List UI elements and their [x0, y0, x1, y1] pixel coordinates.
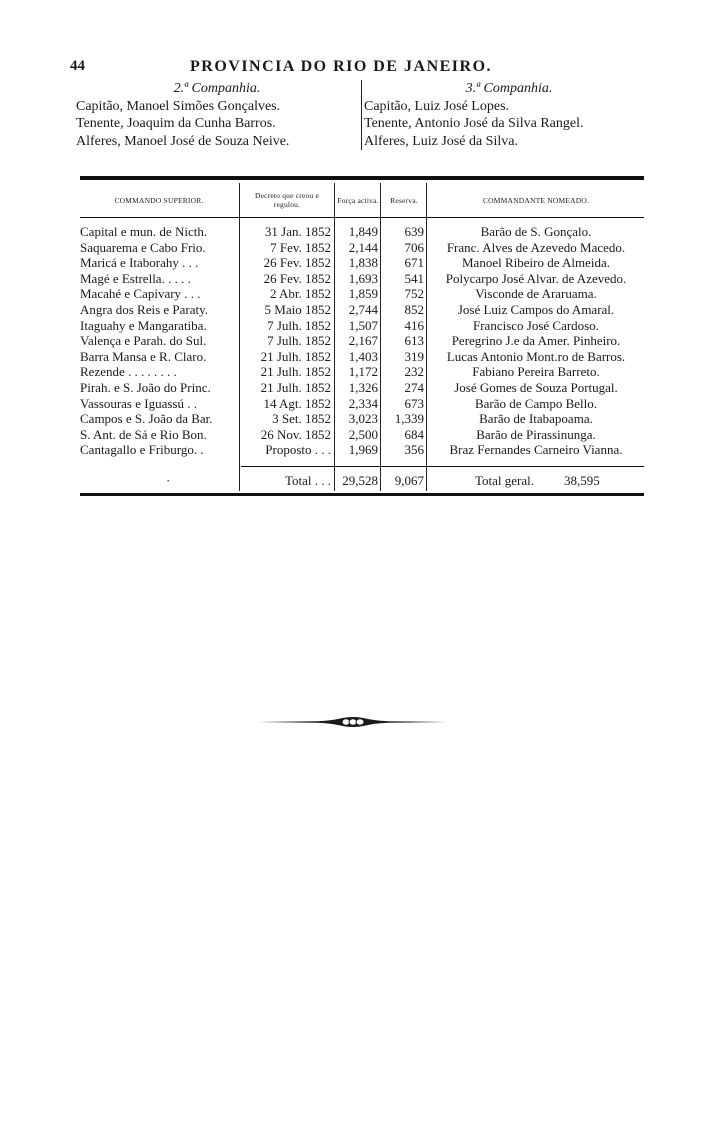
- cell-commando: Capital e mun. de Nicth.: [80, 224, 208, 239]
- table-bottom-rule: [80, 493, 644, 496]
- cell-commando: Cantagallo e Friburgo. .: [80, 442, 204, 458]
- cell-reserva: 671: [404, 255, 424, 271]
- cell-decreto: 5 Maio 1852: [264, 301, 331, 317]
- company-2-ensign: Alferes, Manoel José de Souza Neive.: [76, 133, 290, 149]
- table-row: [80, 255, 644, 271]
- grand-total-value: 38,595: [564, 473, 600, 488]
- company-2-block: [76, 80, 358, 150]
- page-number: 44: [70, 58, 85, 74]
- table-body: [80, 218, 644, 458]
- cell-forca: 2,144: [348, 239, 378, 255]
- cell-commandante: José Gomes de Souza Portugal.: [454, 379, 618, 395]
- cell-reserva: 319: [404, 348, 424, 364]
- company-3-captain: Capitão, Luiz José Lopes.: [364, 98, 510, 114]
- company-3-lieutenant: Tenente, Antonio José da Silva Rangel.: [364, 116, 584, 131]
- cell-commando: Maricá e Itaborahy . . .: [80, 255, 199, 271]
- cell-decreto: 2 Abr. 1852: [269, 286, 331, 302]
- cell-reserva: 673: [404, 395, 424, 411]
- cell-reserva: 613: [404, 333, 424, 349]
- cell-commandante: Barão de S. Gonçalo.: [480, 224, 592, 239]
- cell-reserva: 274: [404, 379, 424, 395]
- cell-commando: Barra Mansa e R. Claro.: [80, 348, 207, 364]
- table-row: [80, 411, 644, 427]
- cell-commandante: Visconde de Araruama.: [475, 286, 597, 302]
- table-row: [80, 333, 644, 349]
- cell-forca: 1,838: [348, 255, 378, 271]
- cell-decreto: 7 Fev. 1852: [270, 239, 331, 255]
- cell-forca: 1,507: [348, 317, 378, 333]
- header-commandante: COMMANDANTE NOMEADO.: [482, 195, 590, 205]
- header-forca: Força activa.: [337, 195, 379, 205]
- cell-reserva: 1,339: [394, 411, 424, 427]
- cell-forca: 2,744: [348, 301, 378, 317]
- total-dot: ·: [166, 473, 171, 488]
- cell-commando: Itaguahy e Mangaratiba.: [80, 317, 207, 333]
- cell-decreto: 21 Julh. 1852: [260, 364, 331, 380]
- cell-commando: Macahé e Capivary . . .: [80, 286, 201, 302]
- cell-decreto: 26 Fev. 1852: [263, 255, 331, 271]
- cell-commandante: Manoel Ribeiro de Almeida.: [461, 255, 611, 271]
- running-title: PROVINCIA DO RIO DE JANEIRO.: [190, 58, 493, 75]
- cell-forca: 1,849: [348, 224, 378, 239]
- company-2-heading: 2.ª Companhia.: [173, 81, 261, 96]
- cell-decreto: 26 Nov. 1852: [260, 426, 331, 442]
- total-rule: [241, 466, 644, 467]
- cell-reserva: 541: [404, 270, 424, 286]
- cell-reserva: 416: [404, 317, 424, 333]
- cell-decreto: 3 Set. 1852: [272, 411, 331, 427]
- cell-forca: 2,167: [348, 333, 378, 349]
- cell-reserva: 639: [404, 224, 424, 239]
- cell-commandante: José Luiz Campos do Amaral.: [457, 301, 615, 317]
- cell-forca: 2,334: [348, 395, 378, 411]
- cell-commandante: Barão de Itabapoama.: [479, 411, 593, 427]
- table-row: [80, 271, 644, 287]
- cell-forca: 1,969: [348, 442, 378, 458]
- command-table: [80, 183, 644, 488]
- cell-reserva: 852: [404, 301, 424, 317]
- cell-decreto: 26 Fev. 1852: [263, 270, 331, 286]
- cell-commando: Angra dos Reis e Paraty.: [80, 301, 209, 317]
- company-3-ensign: Alferes, Luiz José da Silva.: [364, 133, 518, 149]
- cell-decreto: 21 Julh. 1852: [260, 348, 331, 364]
- table-row: [80, 427, 644, 443]
- cell-reserva: 232: [404, 364, 424, 380]
- cell-commandante: Barão de Pirassinunga.: [476, 426, 596, 442]
- table-row: [80, 302, 644, 318]
- cell-decreto: 7 Julh. 1852: [267, 317, 331, 333]
- table-row: [80, 286, 644, 302]
- cell-commando: Vassouras e Iguassú . .: [80, 395, 197, 411]
- header-reserva: Reserva.: [390, 195, 418, 205]
- header-commando: COMMANDO SUPERIOR.: [114, 195, 204, 205]
- cell-decreto: 14 Agt. 1852: [263, 395, 331, 411]
- cell-commando: Pirah. e S. João do Princ.: [80, 379, 211, 395]
- cell-commandante: Lucas Antonio Mont.ro de Barros.: [446, 348, 626, 364]
- table-row: [80, 240, 644, 256]
- total-forca: 29,528: [342, 473, 378, 488]
- cell-commando: Campos e S. João da Bar.: [80, 411, 213, 427]
- cell-forca: 3,023: [348, 411, 378, 427]
- cell-commandante: Barão de Campo Bello.: [474, 395, 598, 411]
- cell-reserva: 684: [404, 426, 424, 442]
- total-row: [80, 472, 644, 490]
- total-label: Total . . .: [284, 473, 331, 488]
- table-row: [80, 349, 644, 365]
- cell-forca: 2,500: [348, 426, 378, 442]
- company-2-captain: Capitão, Manoel Simões Gonçalves.: [76, 98, 281, 114]
- cell-commandante: Franc. Alves de Azevedo Macedo.: [446, 239, 626, 255]
- cell-reserva: 356: [404, 442, 424, 458]
- cell-forca: 1,326: [348, 379, 378, 395]
- cell-commandante: Francisco José Cardoso.: [472, 317, 599, 333]
- cell-decreto: 31 Jan. 1852: [264, 224, 331, 239]
- cell-commando: Saquarema e Cabo Frio.: [80, 239, 206, 255]
- cell-commandante: Polycarpo José Alvar. de Azevedo.: [445, 270, 627, 286]
- cell-forca: 1,172: [348, 364, 378, 380]
- total-reserva: 9,067: [394, 473, 424, 488]
- table-row: [80, 396, 644, 412]
- cell-commando: Magé e Estrella. . . . .: [80, 270, 191, 286]
- header-decreto: Decreto que creou e regulou.: [255, 191, 319, 209]
- table-row: [80, 364, 644, 380]
- cell-reserva: 752: [404, 286, 424, 302]
- table-row: [80, 318, 644, 334]
- cell-decreto: 7 Julh. 1852: [267, 333, 331, 349]
- company-2-lieutenant: Tenente, Joaquim da Cunha Barros.: [76, 116, 276, 131]
- table-top-rule: [80, 176, 644, 180]
- cell-commando: S. Ant. de Sá e Rio Bon.: [80, 426, 207, 442]
- cell-forca: 1,859: [348, 286, 378, 302]
- cell-commando: Rezende . . . . . . . .: [80, 364, 177, 380]
- cell-commando: Valença e Parah. do Sul.: [80, 333, 207, 349]
- cell-commandante: Braz Fernandes Carneiro Vianna.: [449, 442, 623, 458]
- company-3-heading: 3.ª Companhia.: [465, 81, 553, 96]
- cell-decreto: Proposto . . .: [265, 442, 331, 458]
- cell-reserva: 706: [404, 239, 424, 255]
- cell-commandante: Peregrino J.e da Amer. Pinheiro.: [451, 333, 621, 349]
- cell-forca: 1,693: [348, 270, 378, 286]
- cell-decreto: 21 Julh. 1852: [260, 379, 331, 395]
- table-row: [80, 442, 644, 458]
- table-row: [80, 224, 644, 240]
- table-row: [80, 380, 644, 396]
- ornament-divider-icon: [258, 708, 448, 736]
- cell-forca: 1,403: [348, 348, 378, 364]
- cell-commandante: Fabiano Pereira Barreto.: [472, 364, 600, 380]
- table-header: [80, 183, 644, 218]
- company-3-block: [361, 80, 654, 150]
- grand-total-label: Total geral.: [475, 473, 535, 488]
